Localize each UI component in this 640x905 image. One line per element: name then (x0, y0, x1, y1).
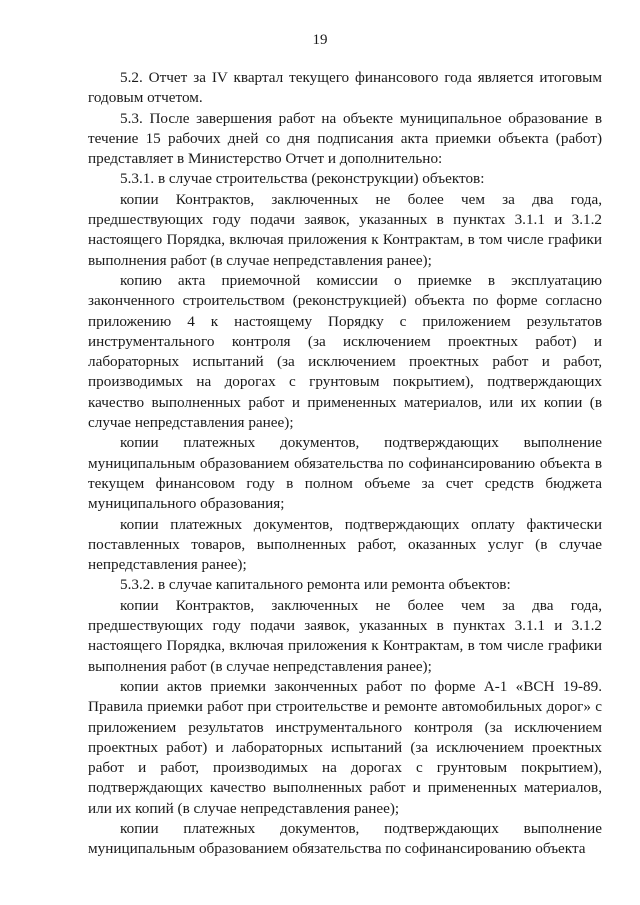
page-number: 19 (312, 32, 328, 48)
paragraph-payment-documents: копии платежных документов, подтверждающих оплату фактически поставленных товаров, выполненных работ, оказанных услуг (в случае непредставления ранее); (88, 515, 602, 574)
paragraph-cofinancing-payments: копии платежных документов, подтверждающих выполнение муниципальным образованием обязательства по софинансированию объекта в текущем финансовом году в полном объеме за счет средств бюджета муниципального образования; (88, 434, 602, 513)
paragraph-contracts-copies: копии Контрактов, заключенных не более чем за два года, предшествующих году подачи заявок, указанных в пунктах 3.1.1 и 3.1.2 настоящего Порядка, включая приложения к Контрактам, в том числе графики выполнения работ (в случае непредставления ранее); (88, 190, 602, 269)
paragraph-5-3-1: 5.3.1. в случае строительства (реконструкции) объектов: (120, 170, 485, 188)
paragraph-repair-acceptance-acts: копии актов приемки законченных работ по форме А-1 «ВСН 19-89. Правила приемки работ при строительстве и ремонте автомобильных дорог» с приложением результатов инструментального контроля (за исключением проектных работ) и лабораторных испытаний (за исключением проектных работ и работ, производимых на дорогах с грунтовым покрытием), подтверждающих качество выполненных работ и примененных материалов, или их копий (в случае непредставления ранее); (88, 677, 602, 817)
paragraph-5-3-2: 5.3.2. в случае капитального ремонта или ремонта объектов: (120, 576, 511, 594)
document-body (88, 68, 602, 860)
paragraph-repair-contracts-copies: копии Контрактов, заключенных не более чем за два года, предшествующих году подачи заявок, указанных в пунктах 3.1.1 и 3.1.2 настоящего Порядка, включая приложения к Контрактам, в том числе графики выполнения работ (в случае непредставления ранее); (88, 596, 602, 675)
paragraph-5-2: 5.2. Отчет за IV квартал текущего финансового года является итоговым годовым отчетом. (88, 69, 602, 107)
paragraph-acceptance-act: копию акта приемочной комиссии о приемке в эксплуатацию законченного строительством (реконструкцией) объекта по форме согласно приложению 4 к настоящему Порядку с приложением результатов инструментального контроля (за исключением проектных работ) и лабораторных испытаний (за исключением проектных работ и работ, производимых на дорогах с грунтовым покрытием), подтверждающих качество выполненных работ и примененных материалов, или их копии (в случае непредставления ранее); (88, 271, 602, 432)
paragraph-5-3: 5.3. После завершения работ на объекте муниципальное образование в течение 15 рабочих дней со дня подписания акта приемки объекта (работ) представляет в Министерство Отчет и дополнительно: (88, 109, 602, 168)
paragraph-repair-cofinancing-payments: копии платежных документов, подтверждающих выполнение муниципальным образованием обязательства по софинансированию объекта (88, 819, 602, 858)
